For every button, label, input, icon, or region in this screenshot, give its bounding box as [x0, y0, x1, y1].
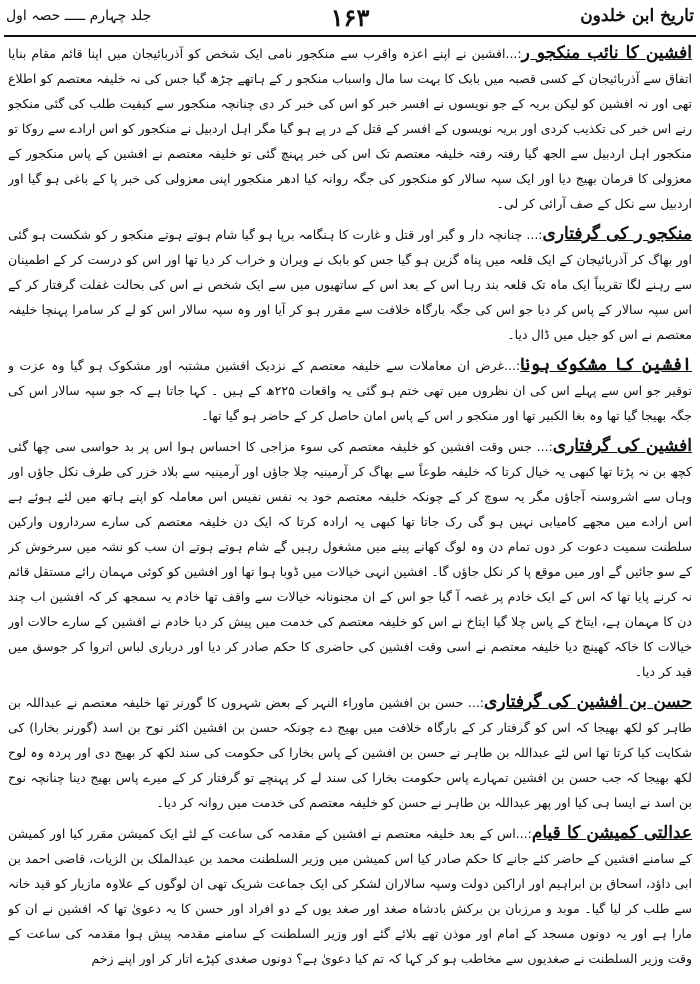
paragraph-text: :... حسن بن افشین ماوراء النہر کے بعض شہروں کا گورنر تھا خلیفہ معتصم نے عبداللہ بن طاہر کو لکھ بھیجا کہ اس کو گرفتار کر کے بارگاہ خلافت میں بھیج دے چونکہ حسن بن افشین اکثر نوح بن اسد (گورنر بخارا) کی شکایت کیا کرتا تھا اس لئے عبداللہ بن طاہر نے حسن بن افشین کے پاس بخارا کی حکومت کی سند لکھ کر بھیج دی اور پردہ وہ لوح لکھ بھیجا کہ جب حسن بن افشین تمہارے پاس حکومت بخارا کی سند لے کر پہنچے تو گرفتار کر کے میرے پاس بھیج دینا چنانچہ نوح بن اسد نے ایسا ہی کیا اور پھر عبداللہ بن طاہر نے حسن کو خلیفہ معتصم کی خدمت میں روانہ کر دیا۔: [8, 695, 692, 810]
header-divider: [4, 35, 696, 37]
paragraph-text: :...غرض ان معاملات سے خلیفہ معتصم کے نزدیک افشین مشتبہ اور مشکوک ہو گیا وہ عزت و توقیر جو اس سے پہلے اس کی ان نظروں میں تھی ختم ہو گئی یہ واقعات ۲۲۵ھ کے ہیں ۔ کہا جاتا ہے کہ جو سپہ سالار اس کی جگہ بھیجا گیا تھا وہ بغا الکبیر تھا اور منکجو ر اس کے پاس امان حاصل کر کے حاضر ہو گیا تھا۔: [8, 358, 692, 423]
paragraph-munkajur-arrest: [8, 222, 692, 347]
book-title: تاریخ ابن خلدون: [580, 6, 694, 26]
page-header: [6, 4, 694, 34]
paragraph-text: :...اس کے بعد خلیفہ معتصم نے افشین کے مقدمہ کی ساعت کے لئے ایک کمیشن مقرر کیا اور کمیشن کے سامنے افشین کے حاضر کئے جانے کا حکم صادر کیا اس کمیشن میں وزیر السلطنت محمد بن عبدالملک بن الزیات، قاضی احمد بن ابی داؤد، اسحاق بن ابراہیم اور اراکین دولت وسپہ سالاران لشکر کی ایک جماعت شریک تھی ان لوگوں کے علاوہ مازیار کو قید خانہ سے طلب کر لیا گیا۔ موبد و مرزبان بن برکش بادشاہ صغد اور صغد یوں کے دو افراد اور حسن کا یہ دعویٰ تھا کہ افشین نے ان کو مارا ہے اور یہ دونوں مسجد کے امام اور موذن تھے بلائے گئے اور وزیر السلطنت کے سامنے مقدمہ پیش ہوا مقدمہ کی ساعت کے وقت وزیر السلطنت نے صغدیوں سے مخاطب ہو کر کہا کہ تم کیا دعویٰ ہے؟ دونوں صغدی کپڑے اتار کر اور اپنے زخم: [8, 826, 692, 966]
page-number: ۱۶۳: [330, 3, 370, 32]
section-heading: منکجو ر کی گرفتاری: [542, 224, 692, 244]
paragraph-afshin-suspect: [8, 353, 692, 428]
section-heading: افشین کا نائب منکجو ر: [521, 43, 692, 63]
paragraph-text: :... جس وقت افشین کو خلیفہ معتصم کی سوء مزاجی کا احساس ہوا اس پر بد حواسی سی چھا گئی کچھ بن نہ پڑتا تھا کبھی یہ خیال کرتا کہ خلیفہ طوعاً سے بھاگ کر آرمینیہ چلا جاؤں اور آرمینیہ سے بلاد خزر کی طرف نکل جاؤں اور وہاں سے اشروسنہ آجاؤں مگر یہ سوچ کر کے چونکہ خلیفہ معتصم خود بہ نفس نفیس اس معاملہ کو اپنے ہاتھ میں لئے ہوئے ہے اس ارادے میں مجھے کامیابی نہیں ہو گی رک جاتا تھا کبھی یہ ارادہ کرتا کہ ایک دن خلیفہ معتصم کی سارے سرداروں وارکین سلطنت سمیت دعوت کر دوں تمام دن وہ لوگ کھانے پینے میں مشغول رہیں گے شام ہوتے ہوتے ان سب کو نشہ میں سرخوش کر کے سو جائیں گے اور میں موقع پا کر نکل جاؤں گا۔ افشین انہی خیالات میں ڈوبا ہوا تھا اور افشین کو کوئی مہمان رائے مستقل قائم نہ کرنے پایا تھا کہ اس کے ایک خادم پر غصہ آ گیا جو اس کے ان مجنونانہ خیالات سے واقف تھا خادم یہ سمجھ کر کہ افشین اب چند دن کا مہمان ہے، ایتاخ کے پاس چلا گیا ایتاخ نے اس کو خلیفہ معتصم کی خدمت میں پیش کر دیا خادم نے افشین کے سارے حالات اور خیالات کا خاکہ کھینچ دیا خلیفہ معتصم نے اسی وقت افشین کی حاضری کا حکم صادر کر دیا اور درباری لباس اتروا کر جوسق میں قید کر دیا۔: [8, 439, 692, 679]
page-body: [8, 41, 692, 980]
paragraph-text: :... چنانچہ دار و گیر اور قتل و غارت کا ہنگامہ برپا ہو گیا شام ہوتے ہوتے منکجو ر کو شکست ہو گئی اور بھاگ کر آذربائیجان کے ایک قلعہ میں پناہ گزین ہو گیا جس کو بابک نے ویران و خراب کر دیا تھا اور اس کو درست کر کے اطمینان سے رہنے لگا تقریباً ایک ماہ تک قلعہ بند رہا اس کے بعد اس کے ساتھیوں میں سے ایک شخص نے اس کی بحالت غفلت گرفتار کر کے اس سپہ سالار کے پاس کر دیا جو اس کی جگہ بارگاہ خلافت سے مقرر ہو کر آیا اور وہ سپہ سالار اس کو لے کر سامرا پہنچا خلیفہ معتصم نے اس کو جیل میں ڈال دیا۔: [8, 227, 692, 342]
paragraph-hasan-arrest: [8, 690, 692, 815]
paragraph-afshin-arrest: [8, 434, 692, 684]
section-heading: افشین کا مشکوک ہونا: [520, 355, 692, 375]
volume-label: جلد چہارم ـــــ حصہ اول: [6, 8, 152, 24]
paragraph-text: :...افشین نے اپنے اعزہ واقرب سے منکجور نامی ایک شخص کو آذربائیجان میں اپنا قائم مقام بنایا اتفاق سے آذربائیجان کے کسی قصبہ میں بابک کا بہت سا مال واسباب منکجو ر کے ہاتھے چڑھ گیا جس کی نہ خلیفہ معتصم کو اطلاع تھی اور نہ افشین کو لیکن بریہ کے جو نویسوں نے افسر خبر کو اس کی خبر کر دی چنانچہ منکجور سے کیفیت طلب کی گئی منکجو رنے اس خبر کی تکذیب کردی اور بریہ نویسوں کے افسر کے قتل کے در پے ہو گیا مگر اہل اردبیل نے منکجور کو اس ارادے سے روکا تو منکجور اہل اردبیل سے الجھ گیا رفتہ رفتہ خلیفہ معتصم تک اس کی خبر پہنچ گئی تو خلیفہ معتصم نے افشین کے پاس منکجور کے معزولی کا فرمان بھیج دیا اور ایک سپہ سالار کو منکجور کی جگہ روانہ کیا ادھر منکجور اپنی معزولی کی خبر پا کے باغی ہو گیا اور اردبیل سے نکل کے صف آرائی کر لی۔: [8, 46, 692, 211]
section-heading: افشین کی گرفتاری: [552, 436, 692, 456]
paragraph-commission: [8, 821, 692, 971]
section-heading: عدالتی کمیشن کا قیام: [531, 823, 692, 843]
paragraph-afshin-deputy: [8, 41, 692, 216]
section-heading: حسن بن افشین کی گرفتاری: [484, 692, 692, 712]
